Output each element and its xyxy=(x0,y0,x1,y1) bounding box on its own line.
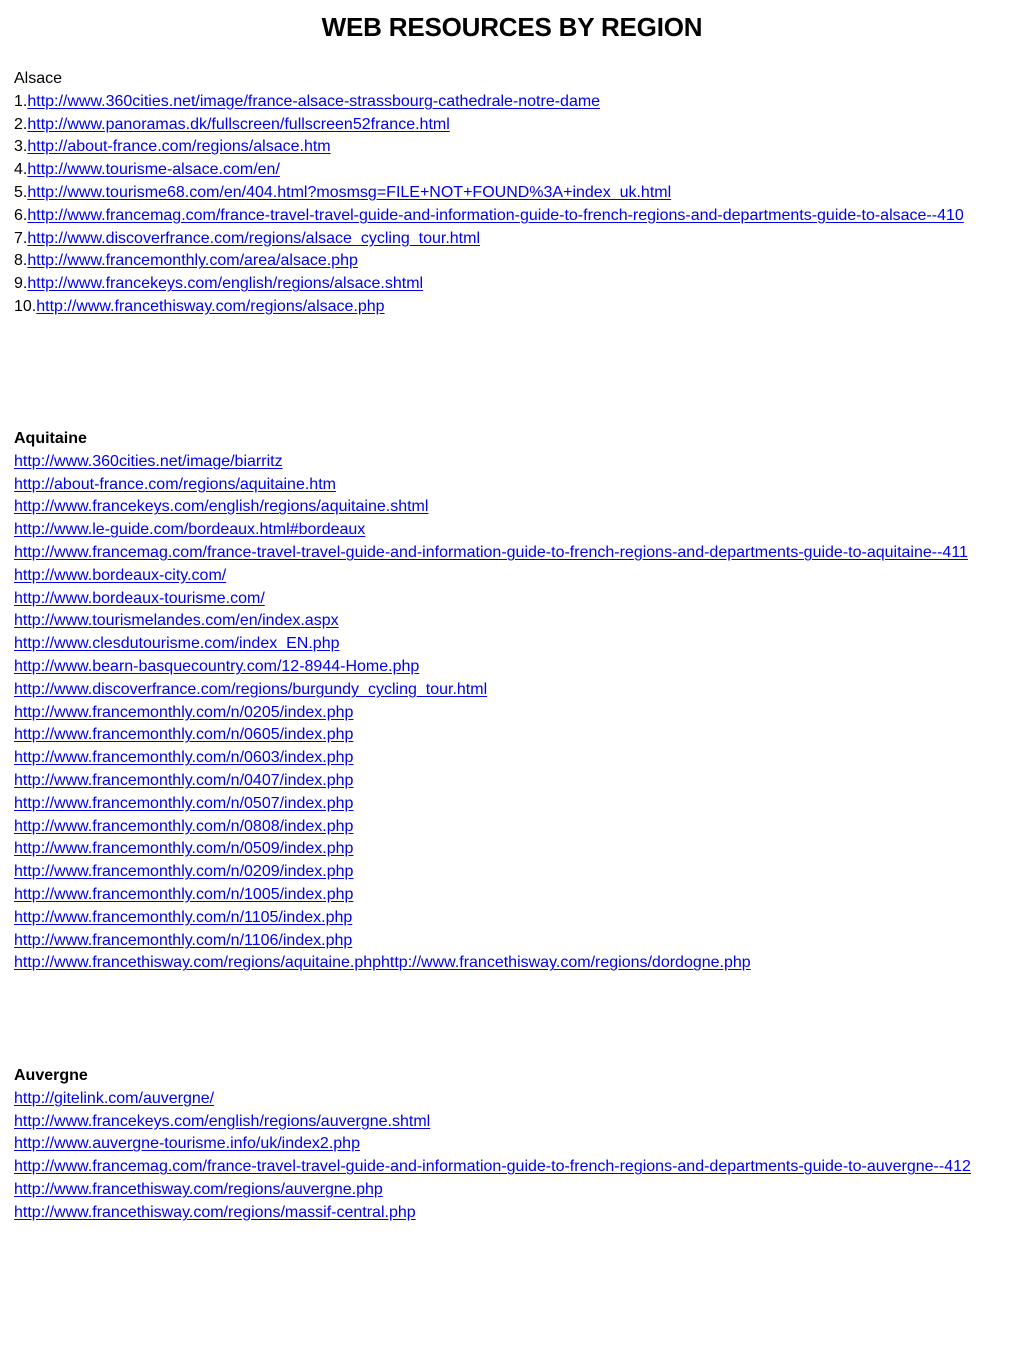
resource-link[interactable]: http://www.francemonthly.com/n/0407/index.php xyxy=(14,771,354,789)
list-number: 1. xyxy=(14,92,28,110)
list-number: 4. xyxy=(14,161,28,179)
link-list-item xyxy=(14,542,1004,565)
link-list-item xyxy=(14,1111,1004,1134)
region-section-auvergne xyxy=(14,1065,1004,1225)
link-list-item xyxy=(14,724,1004,747)
resource-link[interactable]: http://www.discoverfrance.com/regions/alsace_cycling_tour.html xyxy=(27,229,480,247)
link-list-item xyxy=(14,679,1004,702)
resource-link[interactable]: http://www.francethisway.com/regions/auvergne.php xyxy=(14,1180,383,1198)
resource-link[interactable]: http://www.auvergne-tourisme.info/uk/index2.php xyxy=(14,1135,360,1153)
region-heading: Aquitaine xyxy=(14,430,87,447)
link-list-item xyxy=(14,273,1004,296)
link-list-item xyxy=(14,952,1004,975)
list-number: 2. xyxy=(14,115,28,133)
link-list-item xyxy=(14,816,1004,839)
resource-link[interactable]: http://www.360cities.net/image/france-alsace-strassbourg-cathedrale-notre-dame xyxy=(27,92,601,110)
region-heading: Auvergne xyxy=(14,1067,88,1084)
link-list-item xyxy=(14,907,1004,930)
link-list-item xyxy=(14,565,1004,588)
link-list-item xyxy=(14,610,1004,633)
link-list-item xyxy=(14,250,1004,273)
resource-link[interactable]: http://www.360cities.net/image/biarritz xyxy=(14,452,283,470)
list-number: 10. xyxy=(14,297,37,315)
link-list-item xyxy=(14,633,1004,656)
resource-link[interactable]: http://www.francemonthly.com/n/1105/index.php xyxy=(14,908,353,926)
link-list-item xyxy=(14,1088,1004,1111)
resource-link[interactable]: http://www.tourisme-alsace.com/en/ xyxy=(27,161,280,179)
resource-link[interactable]: http://www.francemonthly.com/n/0808/index.php xyxy=(14,817,354,835)
resource-link[interactable]: http://www.francemag.com/france-travel-travel-guide-and-information-guide-to-french-regions-and-departments-guide-to-aquitaine--411 xyxy=(14,543,968,561)
list-number: 5. xyxy=(14,183,28,201)
link-list-item xyxy=(14,930,1004,953)
resource-link[interactable]: http://www.francekeys.com/english/regions/alsace.shtml xyxy=(27,275,424,293)
link-list-item xyxy=(14,656,1004,679)
link-list-item xyxy=(14,884,1004,907)
link-list-item xyxy=(14,588,1004,611)
resource-link[interactable]: http://www.discoverfrance.com/regions/burgundy_cycling_tour.html xyxy=(14,680,488,698)
resource-link[interactable]: http://www.francekeys.com/english/regions/auvergne.shtml xyxy=(14,1112,431,1130)
link-list-item xyxy=(14,182,1004,205)
link-list-item xyxy=(14,519,1004,542)
link-list-item xyxy=(14,474,1004,497)
resource-link[interactable]: http://about-france.com/regions/aquitaine.htm xyxy=(14,475,336,493)
resource-link[interactable]: http://www.francemonthly.com/n/1106/index.php xyxy=(14,931,353,949)
resource-link[interactable]: http://www.francemag.com/france-travel-travel-guide-and-information-guide-to-french-regions-and-departments-guide-to-auvergne--412 xyxy=(14,1158,971,1176)
link-list-item xyxy=(14,496,1004,519)
resource-link[interactable]: http://gitelink.com/auvergne/ xyxy=(14,1089,215,1107)
resource-link[interactable]: http://www.panoramas.dk/fullscreen/fullscreen52france.html xyxy=(27,115,450,133)
link-list-item xyxy=(14,1202,1004,1225)
resource-link[interactable]: http://www.francethisway.com/regions/alsace.php xyxy=(36,297,385,315)
resource-link[interactable]: http://www.bordeaux-city.com/ xyxy=(14,566,227,584)
resource-link[interactable]: http://about-france.com/regions/alsace.htm xyxy=(27,138,331,156)
resource-link[interactable]: http://www.francemonthly.com/n/0509/index.php xyxy=(14,840,354,858)
link-list-item xyxy=(14,1133,1004,1156)
link-list-item xyxy=(14,793,1004,816)
link-list-item xyxy=(14,1179,1004,1202)
resource-link[interactable]: http://www.bordeaux-tourisme.com/ xyxy=(14,589,265,607)
list-number: 3. xyxy=(14,138,28,156)
list-number: 6. xyxy=(14,206,28,224)
resource-link[interactable]: http://www.francekeys.com/english/regions/aquitaine.shtml xyxy=(14,498,429,516)
resource-link[interactable]: http://www.le-guide.com/bordeaux.html#bordeaux xyxy=(14,521,366,539)
resource-link[interactable]: http://www.francemonthly.com/n/0209/index.php xyxy=(14,863,354,881)
link-list-item xyxy=(14,838,1004,861)
region-heading: Alsace xyxy=(14,70,63,87)
link-list-item xyxy=(14,702,1004,725)
link-list-item xyxy=(14,205,1004,228)
resource-link[interactable]: http://www.francemonthly.com/n/0507/index.php xyxy=(14,794,354,812)
resource-link[interactable]: http://www.francemonthly.com/area/alsace.php xyxy=(27,252,358,270)
resource-link[interactable]: http://www.tourisme68.com/en/404.html?mosmsg=FILE+NOT+FOUND%3A+index_uk.html xyxy=(27,183,672,201)
list-number: 9. xyxy=(14,275,28,293)
resource-link[interactable]: http://www.francemonthly.com/n/0205/index.php xyxy=(14,703,354,721)
resource-link[interactable]: http://www.francethisway.com/regions/aquitaine.phphttp://www.francethisway.com/regions/dordogne.php xyxy=(14,954,751,972)
link-list-item xyxy=(14,451,1004,474)
page-title: WEB RESOURCES BY REGION xyxy=(321,12,703,42)
resource-link[interactable]: http://www.francemonthly.com/n/1005/index.php xyxy=(14,885,354,903)
link-list-item xyxy=(14,114,1004,137)
link-list-item xyxy=(14,159,1004,182)
list-number: 8. xyxy=(14,252,28,270)
resource-link[interactable]: http://www.tourismelandes.com/en/index.aspx xyxy=(14,612,339,630)
resource-link[interactable]: http://www.francemonthly.com/n/0605/index.php xyxy=(14,726,354,744)
region-section-alsace xyxy=(14,68,1004,319)
link-list-item xyxy=(14,861,1004,884)
resource-link[interactable]: http://www.bearn-basquecountry.com/12-8944-Home.php xyxy=(14,657,420,675)
link-list-item xyxy=(14,136,1004,159)
resource-link[interactable]: http://www.clesdutourisme.com/index_EN.php xyxy=(14,635,340,653)
link-list-item xyxy=(14,296,1004,319)
list-number: 7. xyxy=(14,229,28,247)
link-list-item xyxy=(14,770,1004,793)
link-list-item xyxy=(14,228,1004,251)
resource-link[interactable]: http://www.francemonthly.com/n/0603/index.php xyxy=(14,749,354,767)
link-list-item xyxy=(14,1156,1004,1179)
link-list-item xyxy=(14,91,1004,114)
resource-link[interactable]: http://www.francemag.com/france-travel-travel-guide-and-information-guide-to-french-regions-and-departments-guide-to-alsace--410 xyxy=(27,206,964,224)
region-section-aquitaine xyxy=(14,428,1004,975)
link-list-item xyxy=(14,747,1004,770)
resource-link[interactable]: http://www.francethisway.com/regions/massif-central.php xyxy=(14,1203,416,1221)
